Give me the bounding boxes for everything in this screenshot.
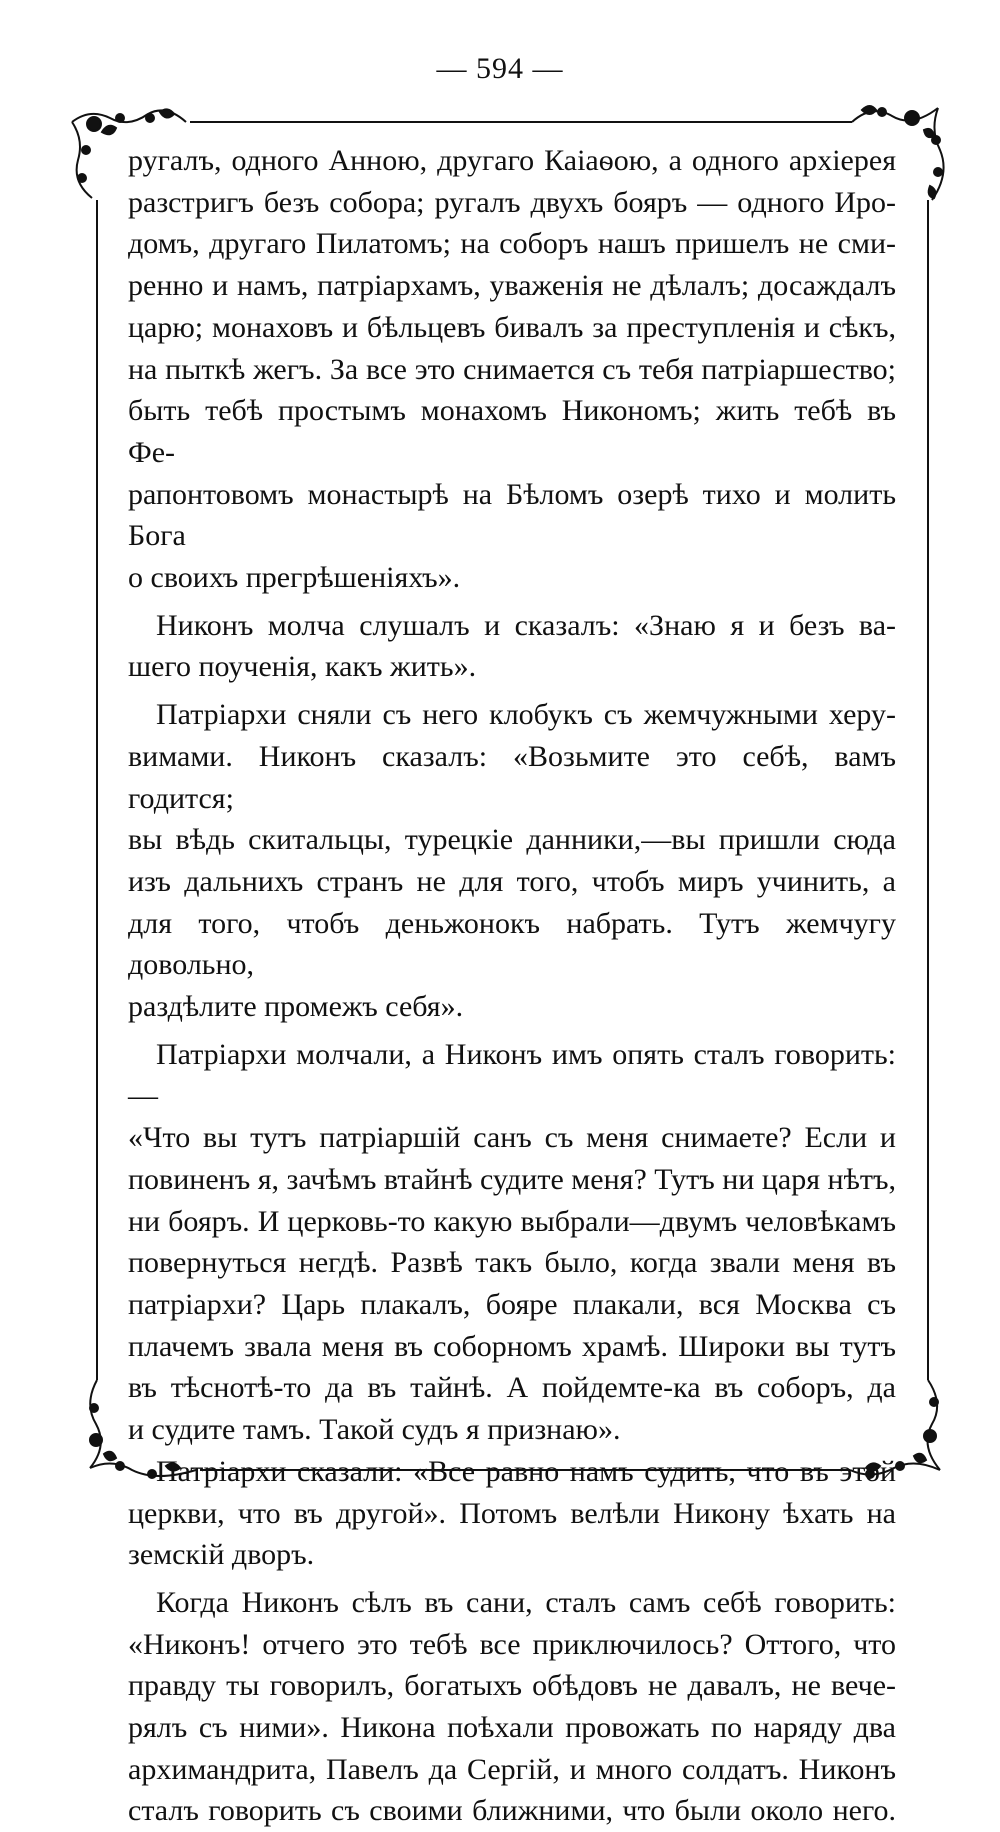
- text-line: ругалъ, одного Анною, другаго Каіаѳою, а одного архіерея: [128, 144, 896, 177]
- text-line: Патріархи сказали: «Все равно намъ судить, что въ этой: [156, 1454, 896, 1488]
- text-line: «Что вы тутъ патріаршій санъ съ меня снимаете? Если и: [128, 1121, 896, 1155]
- text-line: ренно и намъ, патріархамъ, уваженія не дѣлалъ; досаждалъ: [128, 269, 896, 303]
- text-line: раздѣлите промежъ себя».: [128, 990, 464, 1024]
- main-text: [128, 140, 896, 1832]
- text-line: церкви, что въ другой». Потомъ велѣли Никону ѣхать на: [128, 1496, 896, 1530]
- text-line: Никонъ молча слушалъ и сказалъ: «Знаю я и безъ ва-: [156, 608, 896, 642]
- text-line: ни бояръ. И церковь-то какую выбрали—двумъ человѣкамъ: [128, 1204, 896, 1238]
- paragraph-4: [128, 1034, 896, 1451]
- text-line: рапонтовомъ монастырѣ на Бѣломъ озерѣ тихо и молить Бога: [128, 477, 896, 553]
- page-number: — 594 —: [436, 52, 564, 85]
- text-line: вимами. Никонъ сказалъ: «Возьмите это себѣ, вамъ годится;: [128, 739, 896, 815]
- text-line: шего поученія, какъ жить».: [128, 650, 477, 684]
- text-line: Патріархи молчали, а Никонъ имъ опять сталъ говорить:—: [128, 1037, 896, 1113]
- paragraph-1: [128, 140, 896, 599]
- paragraph-2: [128, 605, 896, 688]
- text-line: домъ, другаго Пилатомъ; на соборъ нашъ пришелъ не сми-: [128, 227, 896, 261]
- text-line: о своихъ прегрѣшеніяхъ».: [128, 561, 461, 595]
- text-line: Патріархи сняли съ него клобукъ съ жемчужными херу-: [156, 698, 896, 732]
- text-line: плачемъ звала меня въ соборномъ храмѣ. Широки вы тутъ: [128, 1329, 896, 1363]
- paragraph-3: [128, 694, 896, 1028]
- text-line: правду ты говорилъ, богатыхъ обѣдовъ не давалъ, не вече-: [128, 1669, 896, 1703]
- text-line: на пыткѣ жегъ. За все это снимается съ тебя патріаршество;: [128, 352, 896, 386]
- text-line: повернуться негдѣ. Развѣ такъ было, когда звали меня въ: [128, 1246, 896, 1280]
- text-line: патріархи? Царь плакалъ, бояре плакали, вся Москва съ: [128, 1287, 896, 1321]
- text-line: быть тебѣ простымъ монахомъ Никономъ; жить тебѣ въ Фе-: [128, 394, 896, 469]
- text-line: разстригъ безъ собора; ругалъ двухъ бояръ — одного Иро-: [128, 185, 896, 219]
- text-line: повиненъ я, зачѣмъ втайнѣ судите меня? Тутъ ни царя нѣтъ,: [128, 1162, 896, 1196]
- text-line: рялъ съ ними». Никона поѣхали провожать по наряду два: [128, 1711, 896, 1745]
- text-line: вы вѣдь скитальцы, турецкіе данники,—вы пришли сюда: [128, 823, 896, 857]
- paragraph-5: [128, 1451, 896, 1576]
- text-line: изъ дальнихъ странъ не для того, чтобъ миръ учинить, а: [128, 864, 896, 898]
- text-line: и судите тамъ. Такой судъ я признаю».: [128, 1413, 621, 1447]
- text-line: архимандрита, Павелъ да Сергій, и много солдатъ. Никонъ: [128, 1752, 896, 1786]
- text-line: земскій дворъ.: [128, 1538, 315, 1572]
- text-line: сталъ говорить съ своими ближними, что были около него.: [128, 1794, 896, 1828]
- text-line: «Никонъ! отчего это тебѣ все приключилось? Оттого, что: [128, 1627, 896, 1661]
- text-line: царю; монаховъ и бѣльцевъ бивалъ за преступленія и сѣкъ,: [128, 310, 896, 344]
- text-line: для того, чтобъ деньжонокъ набрать. Тутъ жемчугу довольно,: [128, 906, 896, 982]
- text-line: въ тѣснотѣ-то да въ тайнѣ. А пойдемте-ка въ соборъ, да: [128, 1371, 896, 1405]
- paragraph-6: [128, 1582, 896, 1832]
- text-line: Когда Никонъ сѣлъ въ сани, сталъ самъ себѣ говорить:: [156, 1585, 896, 1619]
